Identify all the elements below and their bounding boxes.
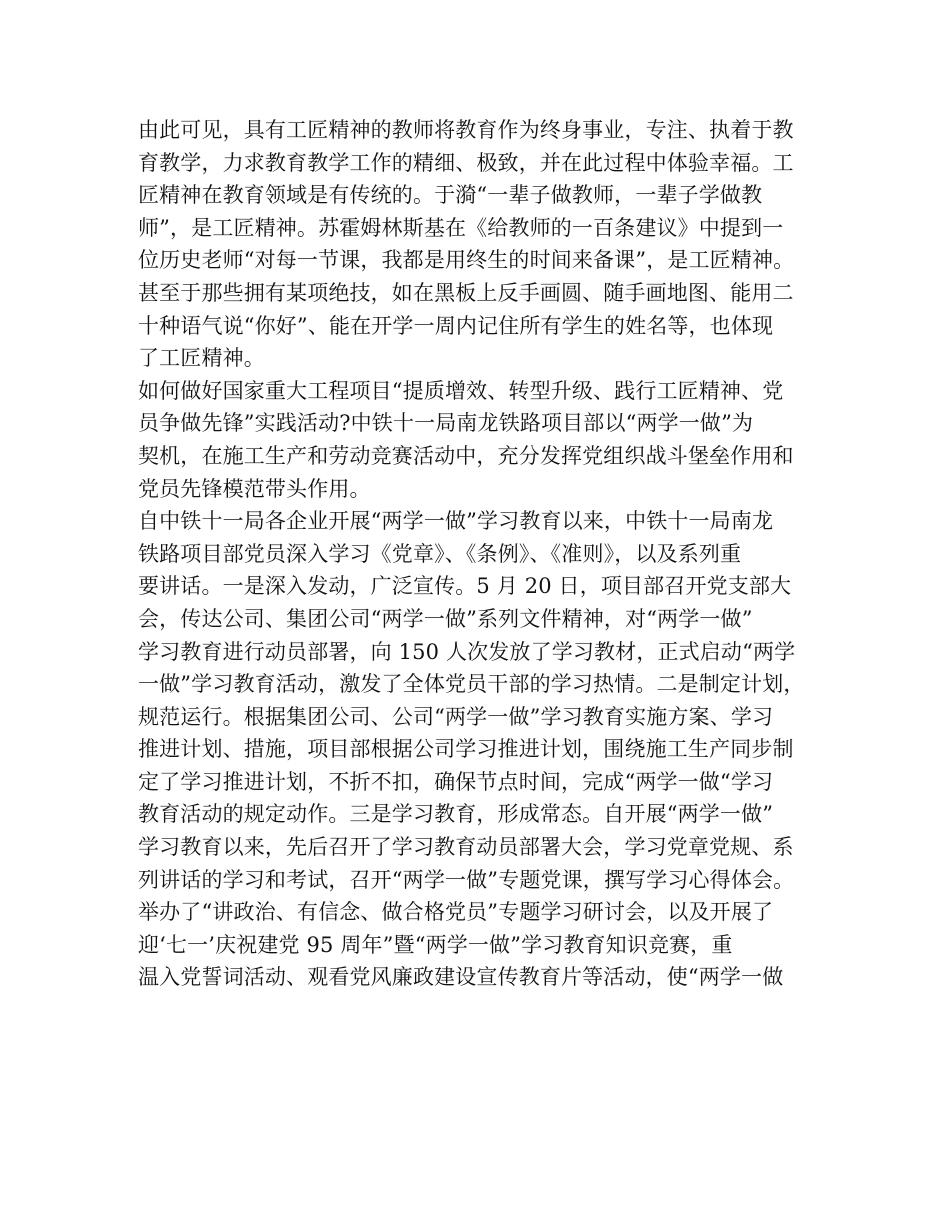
text-line: 由此可见，具有工匠精神的教师将教育作为终身事业，专注、执着于教 [138, 118, 794, 142]
text-line: 了工匠精神。 [138, 346, 265, 371]
text-line: 十种语气说“你好”、能在开学一周内记住所有学生的姓名等，也体现 [138, 313, 774, 338]
document-body [138, 114, 818, 994]
text-line: 规范运行。根据集团公司、公司“两学一做”学习教育实施方案、学习 [138, 704, 774, 729]
text-line: 位历史老师“对每一节课，我都是用终生的时间来备课”，是工匠精神。 [138, 248, 795, 273]
text-line: 铁路项目部党员深入学习《党章》、《条例》、《准则》，以及系列重 [138, 541, 742, 566]
text-line: 列讲话的学习和考试，召开“两学一做”专题党课，撰写学习心得体会。 [138, 867, 795, 892]
text-line: 党员先锋模范带头作用。 [138, 476, 371, 501]
text-line: 温入党誓词活动、观看党风廉政建设宣传教育片等活动，使“两学一做 [138, 965, 784, 990]
text-line: 学习教育进行动员部署，向 150 人次发放了学习教材，正式启动“两学 [138, 639, 796, 664]
text-line: 举办了“讲政治、有信念、做合格党员”专题学习研讨会，以及开展了 [138, 900, 774, 925]
text-line: 甚至于那些拥有某项绝技，如在黑板上反手画圆、随手画地图、能用二 [138, 280, 794, 305]
text-line: 育教学，力求教育教学工作的精细、极致，并在此过程中体验幸福。工 [138, 150, 794, 175]
text-line: 迎‘七一’庆祝建党 95 周年”暨“两学一做”学习教育知识竞赛，重 [138, 932, 733, 957]
text-line: 师”，是工匠精神。苏霍姆林斯基在《给教师的一百条建议》中提到一 [138, 215, 784, 240]
text-line: 定了学习推进计划，不折不扣，确保节点时间，完成“两学一做“学习 [138, 769, 774, 794]
text-line: 一做”学习教育活动，激发了全体党员干部的学习热情。二是制定计划， [138, 672, 805, 697]
text-line: 教育活动的规定动作。三是学习教育，形成常态。自开展“两学一做” [138, 802, 774, 827]
text-line: 契机，在施工生产和劳动竞赛活动中，充分发挥党组织战斗堡垒作用和 [138, 443, 794, 468]
text-line: 要讲话。一是深入发动，广泛宣传。5 月 20 日，项目部召开党支部大 [138, 574, 792, 599]
text-line: 如何做好国家重大工程项目“提质增效、转型升级、践行工匠精神、党 [138, 378, 784, 403]
text-line: 推进计划、措施，项目部根据公司学习推进计划，围绕施工生产同步制 [138, 737, 794, 762]
text-line: 自中铁十一局各企业开展“两学一做”学习教育以来，中铁十一局南龙 [138, 509, 774, 534]
text-line: 匠精神在教育领域是有传统的。于漪“一辈子做教师，一辈子学做教 [138, 183, 763, 208]
text-line: 员争做先锋”实践活动?中铁十一局南龙铁路项目部以“两学一做”为 [138, 411, 754, 436]
text-line: 会，传达公司、集团公司“两学一做”系列文件精神，对“两学一做” [138, 606, 753, 631]
text-line: 学习教育以来，先后召开了学习教育动员部署大会，学习党章党规、系 [138, 835, 794, 860]
